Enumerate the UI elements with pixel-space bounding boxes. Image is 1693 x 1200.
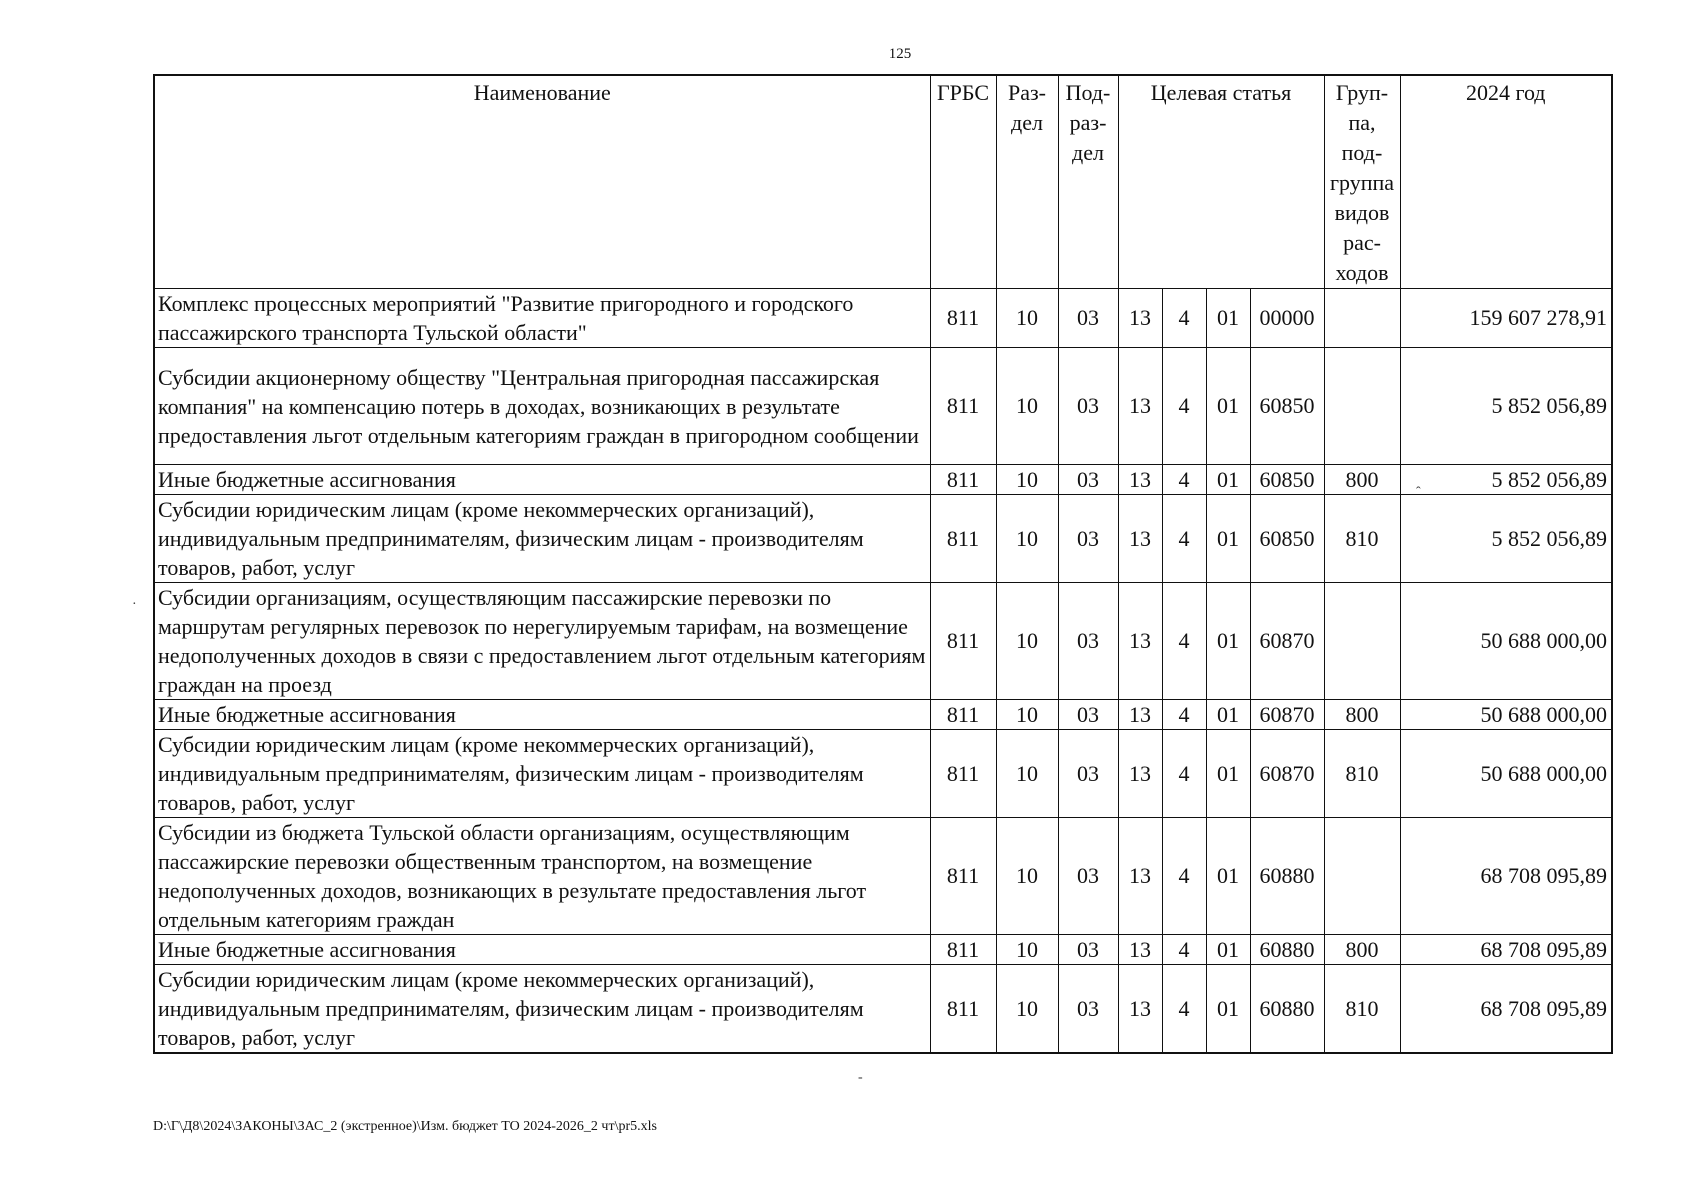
table-header-row [154,75,1612,289]
cell-target-program: 13 [1118,289,1162,348]
cell-amount-2024: 68 708 095,89 [1400,965,1612,1054]
header-razdel: Раз- дел [996,75,1058,289]
cell-podrazdel: 03 [1058,583,1118,700]
cell-target-program: 13 [1118,700,1162,730]
cell-target-program: 13 [1118,348,1162,465]
cell-target-type: 4 [1162,465,1206,495]
cell-podrazdel: 03 [1058,935,1118,965]
cell-name: Субсидии акционерному обществу "Центральная пригородная пассажирская компания" на компенсацию потерь в доходах, возникающих в результате предоставления льгот отдельным категориям граждан в пригородном сообщении [154,348,930,465]
cell-target-direction: 60880 [1250,935,1324,965]
cell-expense-group [1324,289,1400,348]
cell-razdel: 10 [996,700,1058,730]
cell-amount-2024: 5 852 056,89 [1400,348,1612,465]
cell-razdel: 10 [996,348,1058,465]
cell-grbs: 811 [930,818,996,935]
cell-grbs: 811 [930,583,996,700]
cell-target-program: 13 [1118,730,1162,818]
cell-target-item: 01 [1206,730,1250,818]
table-row [154,289,1612,348]
header-grbs: ГРБС [930,75,996,289]
cell-amount-2024: 50 688 000,00 [1400,700,1612,730]
cell-grbs: 811 [930,465,996,495]
cell-expense-group: 810 [1324,495,1400,583]
cell-target-program: 13 [1118,495,1162,583]
cell-expense-group: 800 [1324,465,1400,495]
table-row [154,348,1612,465]
cell-amount-2024: 5 852 056,89 [1400,465,1612,495]
cell-expense-group [1324,818,1400,935]
cell-grbs: 811 [930,700,996,730]
table-row [154,465,1612,495]
cell-razdel: 10 [996,818,1058,935]
cell-target-item: 01 [1206,818,1250,935]
budget-table [153,74,1613,1054]
footer-file-path: D:\Г\Д8\2024\ЗАКОНЫ\ЗАС_2 (экстренное)\Изм. бюджет ТО 2024-2026_2 чт\pr5.xls [153,1119,657,1134]
cell-grbs: 811 [930,935,996,965]
cell-target-type: 4 [1162,818,1206,935]
cell-amount-2024: 50 688 000,00 [1400,583,1612,700]
cell-grbs: 811 [930,495,996,583]
cell-podrazdel: 03 [1058,465,1118,495]
header-podrazdel: Под- раз- дел [1058,75,1118,289]
cell-amount-2024: 159 607 278,91 [1400,289,1612,348]
cell-target-direction: 60850 [1250,348,1324,465]
scan-caret-mark: ˆ [1416,485,1421,500]
cell-name: Субсидии юридическим лицам (кроме некоммерческих организаций), индивидуальным предпринимателям, физическим лицам - производителям товаров, работ, услуг [154,495,930,583]
cell-razdel: 10 [996,495,1058,583]
cell-expense-group: 800 [1324,935,1400,965]
cell-target-direction: 60870 [1250,700,1324,730]
cell-target-type: 4 [1162,348,1206,465]
scan-dash-mark: - [858,1070,863,1085]
cell-target-item: 01 [1206,700,1250,730]
cell-podrazdel: 03 [1058,965,1118,1054]
header-group: Груп- па, под- группа видов рас- ходов [1324,75,1400,289]
cell-razdel: 10 [996,965,1058,1054]
cell-target-direction: 60850 [1250,465,1324,495]
cell-expense-group: 800 [1324,700,1400,730]
cell-name: Иные бюджетные ассигнования [154,935,930,965]
cell-podrazdel: 03 [1058,495,1118,583]
cell-amount-2024: 68 708 095,89 [1400,935,1612,965]
cell-target-direction: 60870 [1250,583,1324,700]
cell-target-item: 01 [1206,935,1250,965]
cell-amount-2024: 5 852 056,89 [1400,495,1612,583]
cell-podrazdel: 03 [1058,700,1118,730]
table-row [154,818,1612,935]
cell-grbs: 811 [930,730,996,818]
cell-target-type: 4 [1162,700,1206,730]
cell-grbs: 811 [930,348,996,465]
cell-name: Иные бюджетные ассигнования [154,700,930,730]
table-row [154,730,1612,818]
header-year: 2024 год [1400,75,1612,289]
scan-dot-mark: · [132,597,137,612]
cell-name: Комплекс процессных мероприятий "Развитие пригородного и городского пассажирского транспорта Тульской области" [154,289,930,348]
cell-name: Субсидии организациям, осуществляющим пассажирские перевозки по маршрутам регулярных перевозок по нерегулируемым тарифам, на возмещение недополученных доходов в связи с предоставлением льгот отдельным категориям граждан на проезд [154,583,930,700]
cell-razdel: 10 [996,289,1058,348]
cell-target-direction: 60880 [1250,818,1324,935]
table-row [154,965,1612,1054]
cell-target-type: 4 [1162,935,1206,965]
table-body [154,289,1612,1054]
table-row [154,583,1612,700]
cell-razdel: 10 [996,583,1058,700]
cell-expense-group [1324,348,1400,465]
cell-target-program: 13 [1118,818,1162,935]
cell-expense-group: 810 [1324,730,1400,818]
cell-target-item: 01 [1206,583,1250,700]
cell-target-type: 4 [1162,965,1206,1054]
cell-target-direction: 60880 [1250,965,1324,1054]
page-number: 125 [888,46,912,62]
cell-razdel: 10 [996,465,1058,495]
cell-target-type: 4 [1162,289,1206,348]
cell-name: Субсидии юридическим лицам (кроме некоммерческих организаций), индивидуальным предпринимателям, физическим лицам - производителям товаров, работ, услуг [154,730,930,818]
table-row [154,495,1612,583]
cell-expense-group: 810 [1324,965,1400,1054]
cell-expense-group [1324,583,1400,700]
cell-target-item: 01 [1206,495,1250,583]
cell-name: Субсидии из бюджета Тульской области организациям, осуществляющим пассажирские перевозки общественным транспортом, на возмещение недополученных доходов, возникающих в результате предоставления льгот отдельным категориям граждан [154,818,930,935]
cell-target-type: 4 [1162,730,1206,818]
cell-razdel: 10 [996,730,1058,818]
table-row [154,700,1612,730]
cell-name: Субсидии юридическим лицам (кроме некоммерческих организаций), индивидуальным предпринимателям, физическим лицам - производителям товаров, работ, услуг [154,965,930,1054]
cell-target-direction: 60850 [1250,495,1324,583]
cell-target-program: 13 [1118,583,1162,700]
cell-podrazdel: 03 [1058,289,1118,348]
cell-target-item: 01 [1206,465,1250,495]
cell-target-program: 13 [1118,935,1162,965]
cell-target-program: 13 [1118,465,1162,495]
cell-name: Иные бюджетные ассигнования [154,465,930,495]
cell-podrazdel: 03 [1058,348,1118,465]
cell-grbs: 811 [930,289,996,348]
cell-podrazdel: 03 [1058,730,1118,818]
cell-amount-2024: 50 688 000,00 [1400,730,1612,818]
cell-target-direction: 60870 [1250,730,1324,818]
header-target: Целевая статья [1118,75,1324,289]
cell-target-direction: 00000 [1250,289,1324,348]
cell-razdel: 10 [996,935,1058,965]
cell-target-type: 4 [1162,583,1206,700]
cell-target-item: 01 [1206,348,1250,465]
cell-amount-2024: 68 708 095,89 [1400,818,1612,935]
header-name: Наименование [154,75,930,289]
cell-target-item: 01 [1206,289,1250,348]
cell-grbs: 811 [930,965,996,1054]
cell-podrazdel: 03 [1058,818,1118,935]
cell-target-type: 4 [1162,495,1206,583]
table-row [154,935,1612,965]
cell-target-item: 01 [1206,965,1250,1054]
cell-target-program: 13 [1118,965,1162,1054]
